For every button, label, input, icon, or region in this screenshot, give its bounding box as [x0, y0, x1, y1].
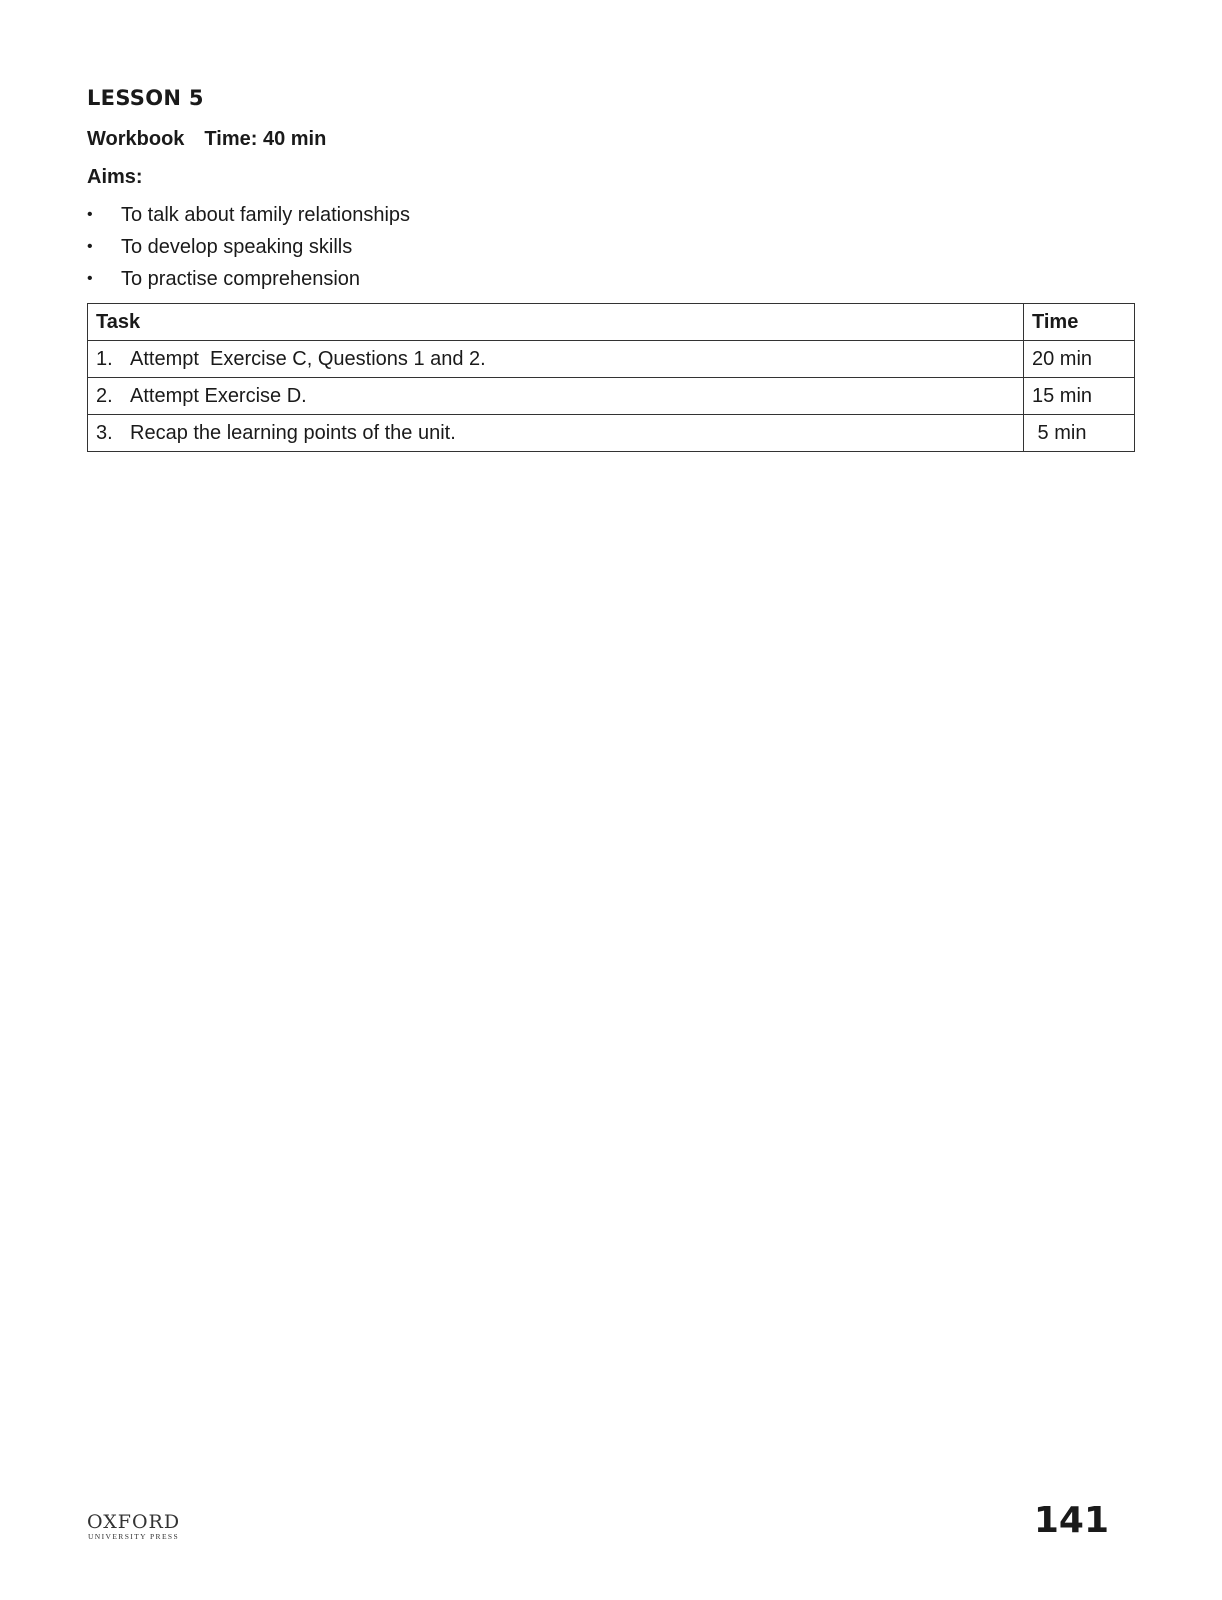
task-table [87, 303, 1135, 452]
task-cell [88, 378, 1024, 415]
bullet-icon: • [87, 238, 93, 255]
page-number: 141 [1033, 1500, 1109, 1541]
task-number: 1. [96, 347, 113, 370]
aim-item: • To talk about family relationships [87, 204, 411, 226]
aim-item: • To develop speaking skills [87, 236, 353, 258]
aim-item: • To practise comprehension [87, 268, 361, 290]
header-task: Task [88, 304, 1024, 341]
aims-list [87, 203, 410, 299]
table-row [88, 341, 1135, 378]
task-cell [88, 415, 1024, 452]
lesson-meta [87, 128, 326, 151]
time-cell: 5 min [1024, 415, 1135, 452]
task-number: 2. [96, 384, 113, 407]
task-text: Attempt Exercise D. [130, 384, 307, 407]
bullet-icon: • [87, 206, 93, 223]
lesson-title: LESSON 5 [87, 86, 204, 110]
time-cell: 15 min [1024, 378, 1135, 415]
aims-heading: Aims: [87, 166, 143, 188]
table-row [88, 415, 1135, 452]
lesson-time: Time: 40 min [204, 128, 327, 150]
publisher-subtitle: UNIVERSITY PRESS [87, 1532, 180, 1541]
lesson-source: Workbook [87, 128, 185, 150]
task-number: 3. [96, 421, 113, 444]
publisher-logo [87, 1512, 180, 1542]
table-header-row [88, 304, 1135, 341]
task-text: Recap the learning points of the unit. [130, 421, 456, 444]
bullet-icon: • [87, 270, 93, 287]
table-row [88, 378, 1135, 415]
task-text: Attempt Exercise C, Questions 1 and 2. [130, 347, 486, 370]
publisher-name: OXFORD [87, 1511, 181, 1533]
header-time: Time [1024, 304, 1135, 341]
time-cell: 20 min [1024, 341, 1135, 378]
task-cell [88, 341, 1024, 378]
